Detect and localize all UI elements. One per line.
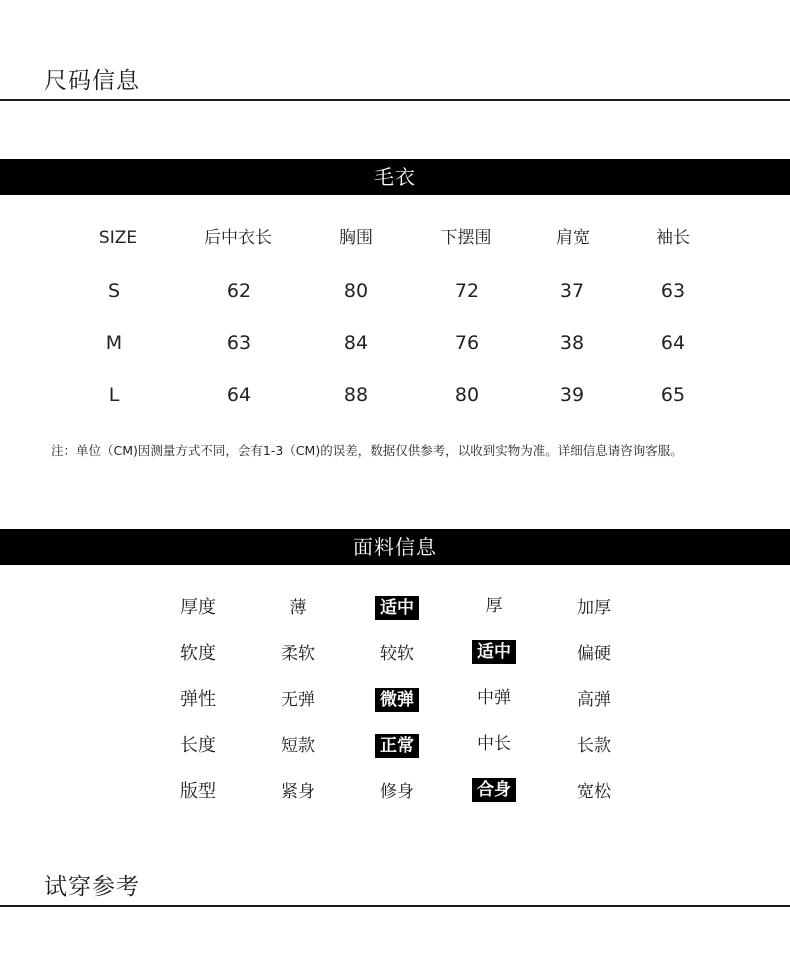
fabric-row-label: 长度 bbox=[180, 735, 216, 756]
fabric-option: 长款 bbox=[577, 736, 611, 756]
table-cell: 63 bbox=[660, 280, 686, 302]
table-cell: 64 bbox=[660, 332, 686, 354]
table-cell: 63 bbox=[226, 332, 252, 354]
fabric-option: 中长 bbox=[477, 734, 511, 754]
header-shoulder: 肩宽 bbox=[556, 228, 590, 248]
table-row bbox=[0, 271, 790, 311]
size-label: M bbox=[105, 332, 123, 354]
table-cell: 80 bbox=[454, 384, 480, 406]
size-section-title: 尺码信息 bbox=[44, 68, 140, 94]
fabric-bar: 面料信息 bbox=[0, 529, 790, 565]
fabric-option: 修身 bbox=[380, 782, 414, 802]
table-cell: 84 bbox=[343, 332, 369, 354]
fabric-option: 薄 bbox=[289, 598, 307, 618]
table-cell: 38 bbox=[559, 332, 585, 354]
header-chest: 胸围 bbox=[339, 228, 373, 248]
table-row bbox=[0, 375, 790, 415]
fabric-option-selected: 适中 bbox=[375, 596, 419, 620]
fabric-option: 紧身 bbox=[281, 782, 315, 802]
fabric-option: 柔软 bbox=[281, 644, 315, 664]
fabric-option-selected: 合身 bbox=[472, 778, 516, 802]
fabric-option: 厚 bbox=[485, 596, 503, 616]
table-cell: 80 bbox=[343, 280, 369, 302]
table-cell: 65 bbox=[660, 384, 686, 406]
tryon-section-rule bbox=[0, 905, 790, 907]
table-cell: 39 bbox=[559, 384, 585, 406]
table-cell: 72 bbox=[454, 280, 480, 302]
header-hem: 下摆围 bbox=[440, 228, 492, 248]
fabric-row-fit bbox=[0, 780, 790, 810]
fabric-row-softness bbox=[0, 642, 790, 672]
table-cell: 62 bbox=[226, 280, 252, 302]
fabric-option: 中弹 bbox=[477, 688, 511, 708]
size-section-rule bbox=[0, 99, 790, 101]
header-back-length: 后中衣长 bbox=[204, 228, 272, 248]
fabric-option-selected: 微弹 bbox=[375, 688, 419, 712]
fabric-row-label: 版型 bbox=[180, 781, 216, 802]
fabric-option-selected: 正常 bbox=[375, 734, 419, 758]
table-cell: 64 bbox=[226, 384, 252, 406]
size-table-header bbox=[0, 218, 790, 258]
fabric-option: 高弹 bbox=[577, 690, 611, 710]
size-label: L bbox=[108, 384, 120, 406]
table-cell: 76 bbox=[454, 332, 480, 354]
fabric-option: 加厚 bbox=[577, 598, 611, 618]
fabric-option: 偏硬 bbox=[577, 644, 611, 664]
fabric-row-length bbox=[0, 734, 790, 764]
table-cell: 88 bbox=[343, 384, 369, 406]
fabric-option: 无弹 bbox=[281, 690, 315, 710]
size-label: S bbox=[107, 280, 121, 302]
measurement-note: 注：单位（CM)因测量方式不同，会有1-3（CM)的误差，数据仅供参考，以收到实物为准。详细信息请咨询客服。 bbox=[51, 443, 683, 458]
header-size: SIZE bbox=[98, 228, 138, 248]
fabric-option: 短款 bbox=[281, 736, 315, 756]
tryon-section-title: 试穿参考 bbox=[44, 874, 140, 900]
fabric-row-label: 弹性 bbox=[180, 689, 216, 710]
table-cell: 37 bbox=[559, 280, 585, 302]
header-sleeve: 袖长 bbox=[656, 228, 690, 248]
fabric-option-selected: 适中 bbox=[472, 640, 516, 664]
table-row bbox=[0, 323, 790, 363]
fabric-row-elasticity bbox=[0, 688, 790, 718]
fabric-row-thickness bbox=[0, 596, 790, 626]
fabric-row-label: 软度 bbox=[180, 643, 216, 664]
fabric-option: 宽松 bbox=[577, 782, 611, 802]
fabric-row-label: 厚度 bbox=[180, 597, 216, 618]
fabric-option: 较软 bbox=[380, 644, 414, 664]
sweater-bar: 毛衣 bbox=[0, 159, 790, 195]
